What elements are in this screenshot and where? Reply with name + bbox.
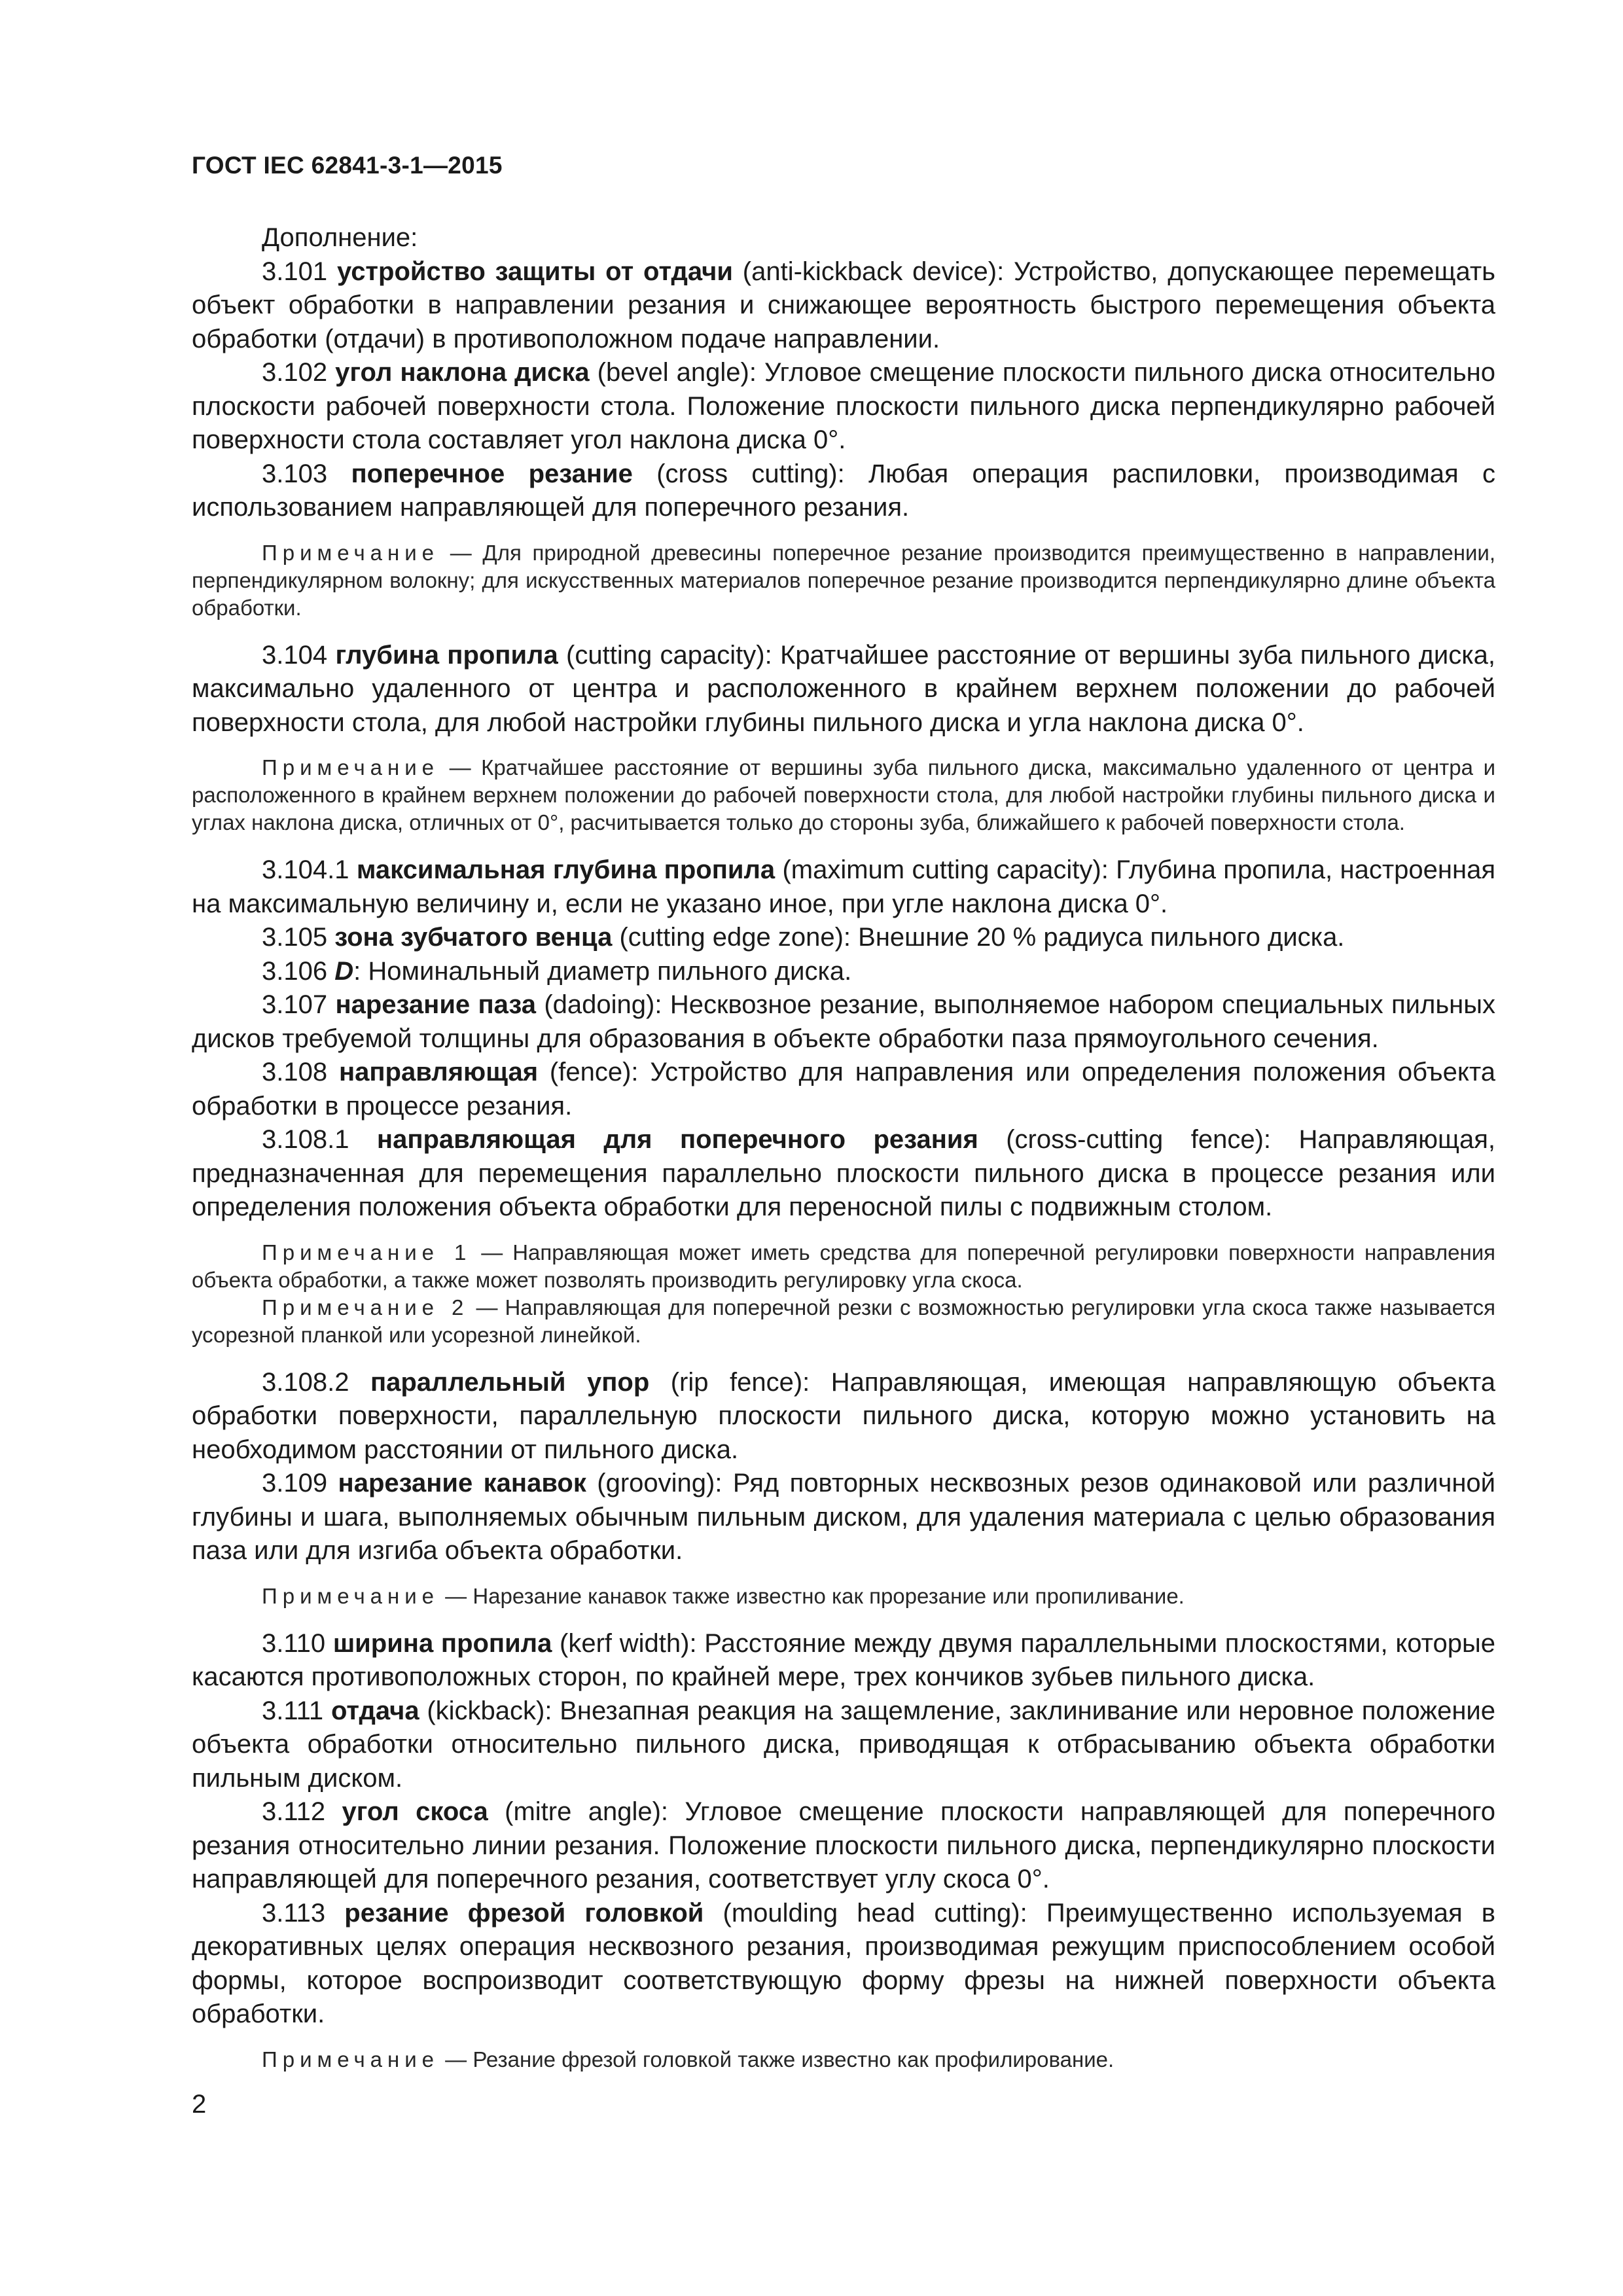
note: Примечание 1 — Направляющая может иметь средства для поперечной регулировки поверхности направления объекта обработки, а также может позволять производить регулировку угла скоса. — [192, 1240, 1496, 1292]
term-name: направляющая для поперечного резания — [376, 1125, 978, 1154]
note-group — [192, 1239, 1495, 1349]
term-name: направляющая — [338, 1058, 539, 1086]
term-entry: 3.106 D: Номинальный диаметр пильного диска. — [262, 956, 852, 986]
term-entry: 3.103 поперечное резание (cross cutting): Любая операция распиловки, производимая с использованием направляющей для поперечного резания. — [192, 459, 1495, 522]
term-name: угол наклона диска — [335, 358, 590, 387]
term-entry: 3.102 угол наклона диска (bevel angle): Угловое смещение плоскости пильного диска относительно плоскости рабочей поверхности стола. Положение плоскости пильного диска перпендикулярно рабочей поверхности стола составляет угол наклона диска 0°. — [192, 358, 1495, 454]
term-name: ширина пропила — [332, 1628, 552, 1658]
note-label: Примечание — [262, 540, 440, 565]
term-name: устройство защиты от отдачи — [336, 257, 733, 286]
note-label: Примечание 2 — [262, 1295, 469, 1319]
term-entry: 3.108.2 параллельный упор (rip fence): Направляющая, имеющая направляющую объекта обработки поверхности, параллельную плоскости пильного диска, которую можно установить на необходимом расстоянии от пильного диска. — [192, 1367, 1495, 1464]
note: Примечание — Кратчайшее расстояние от вершины зуба пильного диска, максимально удаленного от центра и расположенного в крайнем верхнем положении до рабочей поверхности стола, для любой настройки глубины пильного диска и углах наклона диска, отличных от 0°, расчитывается только до стороны зуба, ближайшего к рабочей поверхности стола. — [192, 755, 1495, 834]
note-label: Примечание 1 — [262, 1240, 472, 1265]
term-entry: 3.104 глубина пропила (cutting capacity): Кратчайшее расстояние от вершины зуба пильного диска, максимально удаленного от центра и расположенного в крайнем верхнем положении до рабочей поверхности стола, для любой настройки глубины пильного диска и угла наклона диска 0°. — [192, 640, 1495, 737]
term-name: максимальная глубина пропила — [356, 855, 776, 884]
term-name: поперечное резание — [351, 459, 633, 488]
note-label: Примечание — [262, 755, 440, 780]
term-entry: 3.107 нарезание паза (dadoing): Несквозное резание, выполняемое набором специальных пильных дисков требуемой толщины для образования в объекте обработки паза прямоугольного сечения. — [192, 990, 1495, 1053]
term-entry: 3.111 отдача (kickback): Внезапная реакция на защемление, заклинивание или неровное положение объекта обработки относительно пильного диска, приводящая к отбрасыванию объекта обработки пильным диском. — [192, 1696, 1495, 1793]
term-entry: 3.108 направляющая (fence): Устройство для направления или определения положения объекта обработки в процессе резания. — [192, 1058, 1495, 1121]
standard-header: ГОСТ IEC 62841-3-1—2015 — [192, 152, 503, 179]
term-name: резание фрезой головкой — [344, 1898, 704, 1928]
term-name: D — [334, 956, 354, 986]
term-name: нарезание паза — [335, 990, 536, 1019]
term-name: зона зубчатого венца — [334, 923, 613, 952]
note: Примечание — Резание фрезой головкой также известно как профилирование. — [262, 2047, 1115, 2072]
term-entry: 3.112 угол скоса (mitre angle): Угловое смещение плоскости направляющей для поперечного резания относительно линии резания. Положение плоскости пильного диска, перпендикулярно плоскости направляющей для поперечного резания, соответствует углу скоса 0°. — [192, 1797, 1495, 1893]
note-label: Примечание — [262, 2047, 440, 2072]
term-name: нарезание канавок — [338, 1469, 586, 1498]
term-name: параллельный упор — [370, 1367, 650, 1397]
page-number: 2 — [192, 2090, 207, 2119]
term-entry: 3.110 ширина пропила (kerf width): Расстояние между двумя параллельными плоскостями, которые касаются противоположных сторон, по крайней мере, трех кончиков зубьев пильного диска. — [192, 1628, 1495, 1691]
term-entry: 3.109 нарезание канавок (grooving): Ряд повторных несквозных резов одинаковой или различной глубины и шага, выполняемых обычным пильным диском, для удаления материала с целью образования паза или для изгиба объекта обработки. — [192, 1469, 1495, 1565]
term-entry: 3.101 устройство защиты от отдачи (anti-kickback device): Устройство, допускающее перемещать объект обработки в направлении резания и снижающее вероятность быстрого перемещения объекта обработки (отдачи) в противоположном подаче направлении. — [192, 257, 1495, 353]
term-entry: 3.113 резание фрезой головкой (moulding head cutting): Преимущественно используемая в декоративных целях операция несквозного резания, производимая режущим приспособлением особой формы, которое воспроизводит соответствующую форму фрезы на нижней поверхности объекта обработки. — [192, 1898, 1496, 2028]
term-entry: 3.108.1 направляющая для поперечного резания (cross-cutting fence): Направляющая, предназначенная для перемещения параллельно плоскости пильного диска в процессе резания или определения положения объекта обработки для переносной пилы с подвижным столом. — [192, 1125, 1495, 1221]
note-label: Примечание — [262, 1583, 440, 1608]
note: Примечание 2 — Направляющая для поперечной резки с возможностью регулировки угла скоса также называется усорезной планкой или усорезной линейкой. — [192, 1295, 1496, 1347]
note: Примечание — Для природной древесины поперечное резание производится преимущественно в направлении, перпендикулярном волокну; для искусственных материалов поперечное резание производится перпендикулярно длине объекта обработки. — [192, 540, 1495, 620]
note: Примечание — Нарезание канавок также известно как прорезание или пропиливание. — [262, 1583, 1185, 1608]
term-name: глубина пропила — [335, 640, 558, 670]
term-entry: 3.104.1 максимальная глубина пропила (maximum cutting capacity): Глубина пропила, настроенная на максимальную величину и, если не указано иное, при угле наклона диска 0°. — [192, 855, 1495, 918]
term-name: отдача — [330, 1696, 419, 1725]
intro-text: Дополнение: — [262, 223, 418, 252]
term-name: угол скоса — [342, 1797, 488, 1826]
document-body — [192, 221, 1495, 2090]
term-entry: 3.105 зона зубчатого венца (cutting edge zone): Внешние 20 % радиуса пильного диска. — [262, 923, 1345, 952]
